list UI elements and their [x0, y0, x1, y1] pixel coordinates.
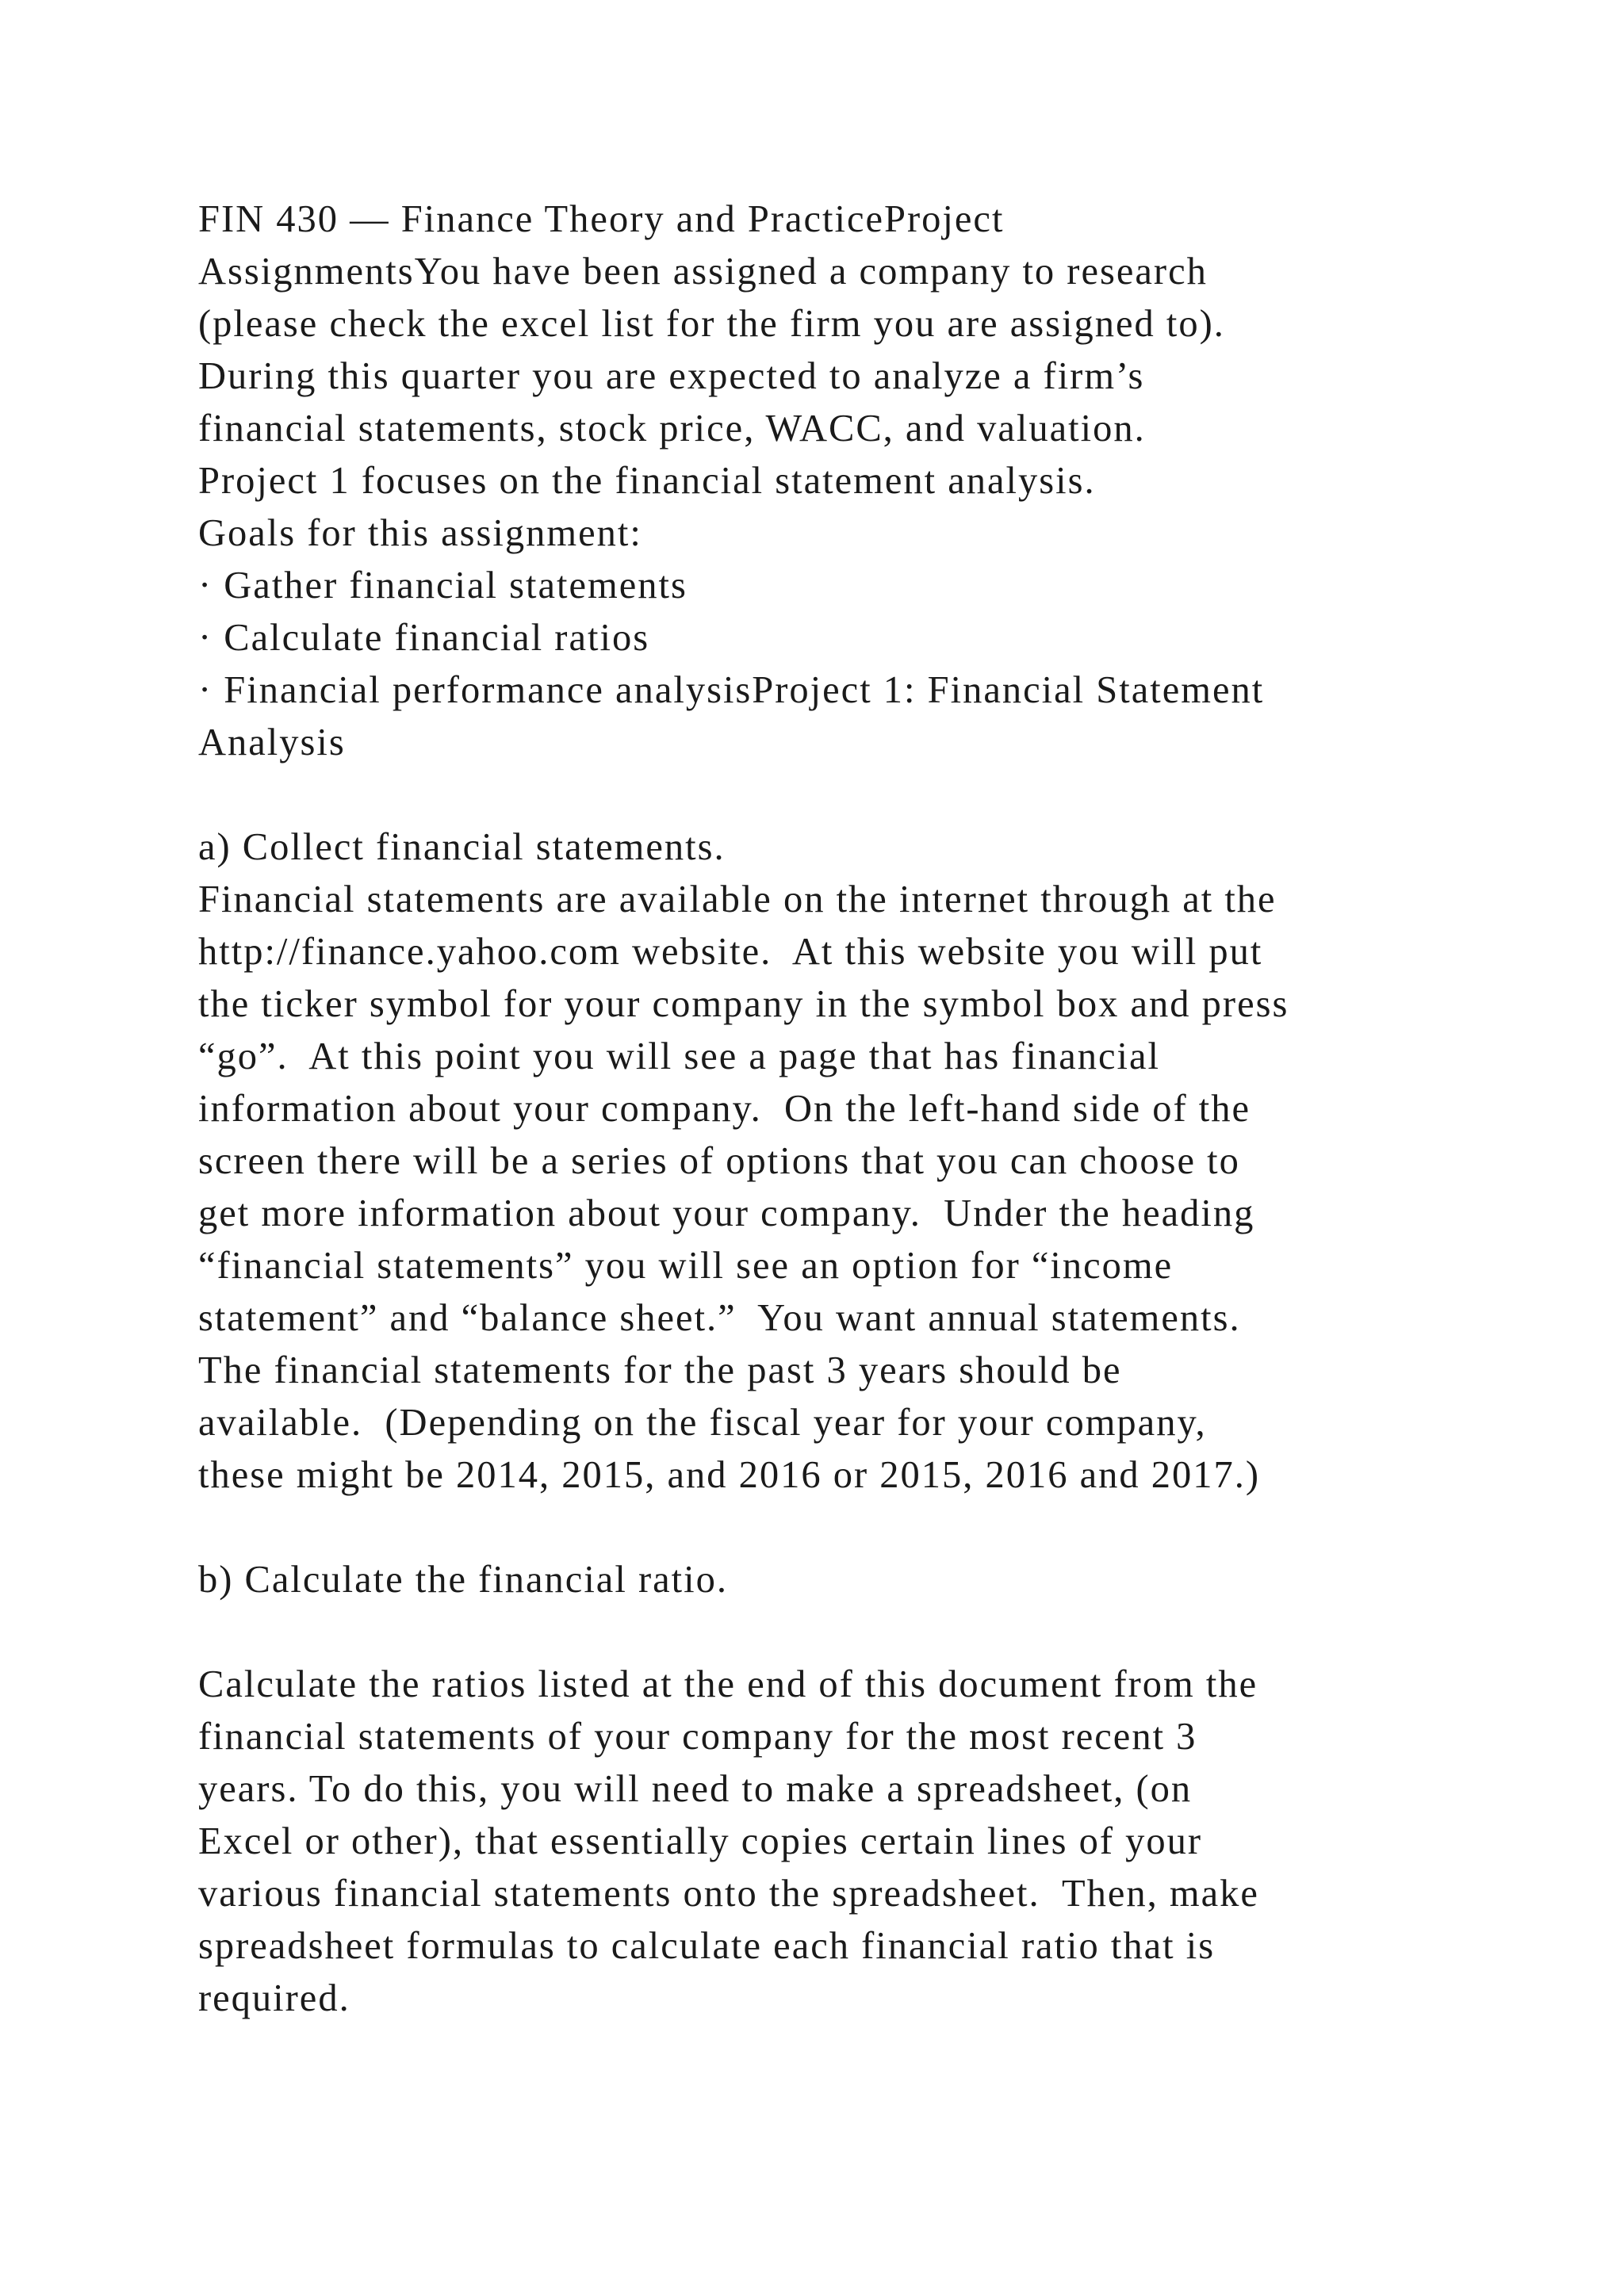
text-line: (please check the excel list for the firm you are assigned to).	[198, 303, 1225, 345]
text-line: During this quarter you are expected to analyze a firm’s	[198, 355, 1145, 397]
text-line: “financial statements” you will see an option for “income	[198, 1245, 1174, 1287]
text-line: financial statements of your company for the most recent 3	[198, 1716, 1197, 1758]
text-line: http://finance.yahoo.com website. At this website you will put	[198, 931, 1263, 973]
text-line: available. (Depending on the fiscal year for your company,	[198, 1402, 1207, 1444]
text-line: Financial statements are available on the internet through at the	[198, 878, 1277, 920]
text-line: spreadsheet formulas to calculate each financial ratio that is	[198, 1925, 1216, 1967]
text-line: Project 1 focuses on the financial statement analysis.	[198, 460, 1096, 502]
text-line: required.	[198, 1977, 350, 2019]
blank-line	[198, 1502, 1515, 1554]
text-line: information about your company. On the left-hand side of the	[198, 1088, 1251, 1130]
bullet-item: · Gather financial statements	[198, 564, 688, 607]
text-line: the ticker symbol for your company in the symbol box and press	[198, 983, 1289, 1025]
text-line: “go”. At this point you will see a page that has financial	[198, 1035, 1161, 1077]
bullet-item: · Calculate financial ratios	[198, 617, 650, 659]
text-line: Excel or other), that essentially copies certain lines of your	[198, 1820, 1203, 1862]
text-line: these might be 2014, 2015, and 2016 or 2015, 2016 and 2017.)	[198, 1454, 1261, 1496]
bullet-item: · Financial performance analysisProject 1: Financial Statement	[198, 669, 1265, 711]
blank-line	[198, 1606, 1515, 1659]
text-line: screen there will be a series of options that you can choose to	[198, 1140, 1240, 1182]
text-line: FIN 430 — Finance Theory and PracticeProject	[198, 198, 1005, 240]
document-body	[198, 193, 1515, 2025]
text-line: The financial statements for the past 3 years should be	[198, 1349, 1122, 1391]
section-heading: a) Collect financial statements.	[198, 826, 726, 868]
text-line: Calculate the ratios listed at the end of this document from the	[198, 1663, 1258, 1705]
text-line: years. To do this, you will need to make a spreadsheet, (on	[198, 1768, 1193, 1810]
text-line: get more information about your company. Under the heading	[198, 1192, 1255, 1234]
text-line: financial statements, stock price, WACC, and valuation.	[198, 408, 1146, 450]
text-line: AssignmentsYou have been assigned a company to research	[198, 251, 1208, 293]
text-line: Analysis	[198, 721, 346, 763]
text-line: various financial statements onto the spreadsheet. Then, make	[198, 1873, 1259, 1915]
section-heading: b) Calculate the financial ratio.	[198, 1559, 728, 1601]
text-line: Goals for this assignment:	[198, 512, 642, 554]
text-line: statement” and “balance sheet.” You want annual statements.	[198, 1297, 1241, 1339]
blank-line	[198, 769, 1515, 821]
